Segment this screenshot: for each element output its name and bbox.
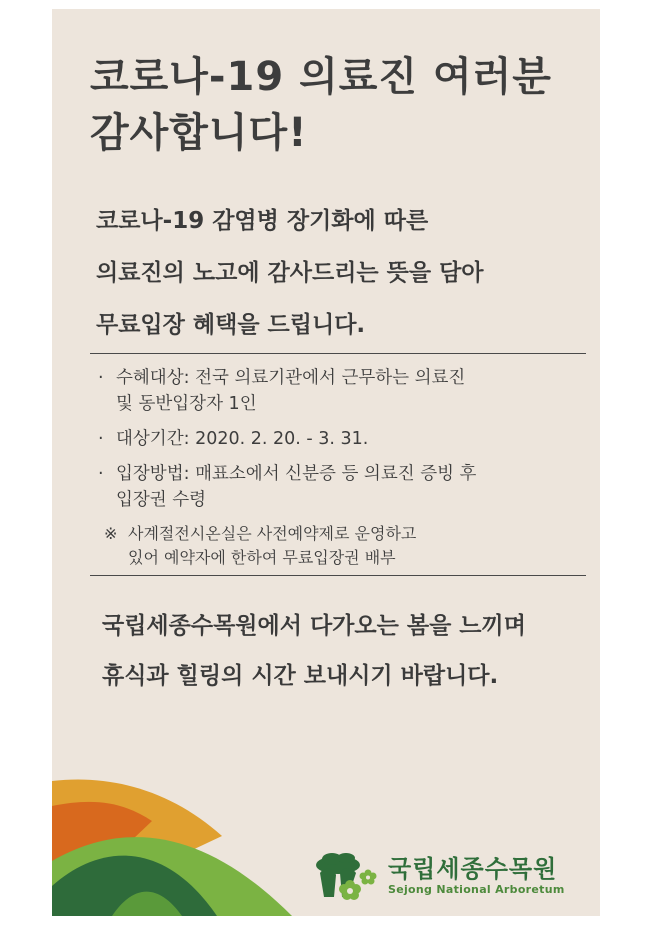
detail-text: 및 동반입장자 1인 bbox=[116, 394, 257, 414]
logo-english-name: Sejong National Arboretum bbox=[388, 883, 565, 896]
intro-line-3: 무료입장 혜택을 드립니다. bbox=[96, 312, 366, 338]
note-mark: ※ bbox=[104, 524, 118, 543]
detail-item-entry-method bbox=[98, 461, 578, 513]
note-text: 사계절전시온실은 사전예약제로 운영하고 bbox=[128, 524, 417, 543]
detail-text: 입장권 수령 bbox=[116, 490, 207, 510]
bullet: · bbox=[98, 368, 104, 388]
bullet: · bbox=[98, 464, 104, 484]
top-divider bbox=[90, 353, 586, 354]
detail-text: 대상기간: 2020. 2. 20. - 3. 31. bbox=[116, 429, 369, 449]
intro-message bbox=[96, 195, 484, 351]
outro-line-2: 휴식과 힐링의 시간 보내시기 바랍니다. bbox=[102, 663, 499, 689]
reservation-note bbox=[98, 522, 578, 570]
detail-text: 수혜대상: 전국 의료기관에서 근무하는 의료진 bbox=[116, 368, 466, 388]
detail-item-period bbox=[98, 426, 578, 452]
poster-title bbox=[90, 49, 552, 161]
bottom-divider bbox=[90, 575, 586, 576]
title-line-2: 감사합니다! bbox=[90, 110, 308, 156]
detail-item-beneficiaries bbox=[98, 365, 578, 417]
bullet: · bbox=[98, 429, 104, 449]
title-line-1: 코로나-19 의료진 여러분 bbox=[90, 54, 552, 100]
arboretum-logo bbox=[314, 847, 584, 905]
closing-message bbox=[102, 601, 526, 701]
outro-line-1: 국립세종수목원에서 다가오는 봄을 느끼며 bbox=[102, 613, 526, 639]
notice-poster bbox=[52, 9, 600, 916]
logo-korean-name: 국립세종수목원 bbox=[388, 855, 558, 883]
tree-flower-icon bbox=[314, 851, 380, 903]
intro-line-1: 코로나-19 감염병 장기화에 따른 bbox=[96, 208, 429, 234]
intro-line-2: 의료진의 노고에 감사드리는 뜻을 담아 bbox=[96, 260, 484, 286]
details-section bbox=[98, 365, 578, 570]
detail-text: 입장방법: 매표소에서 신분증 등 의료진 증빙 후 bbox=[116, 464, 477, 484]
note-text: 있어 예약자에 한하여 무료입장권 배부 bbox=[128, 548, 396, 567]
